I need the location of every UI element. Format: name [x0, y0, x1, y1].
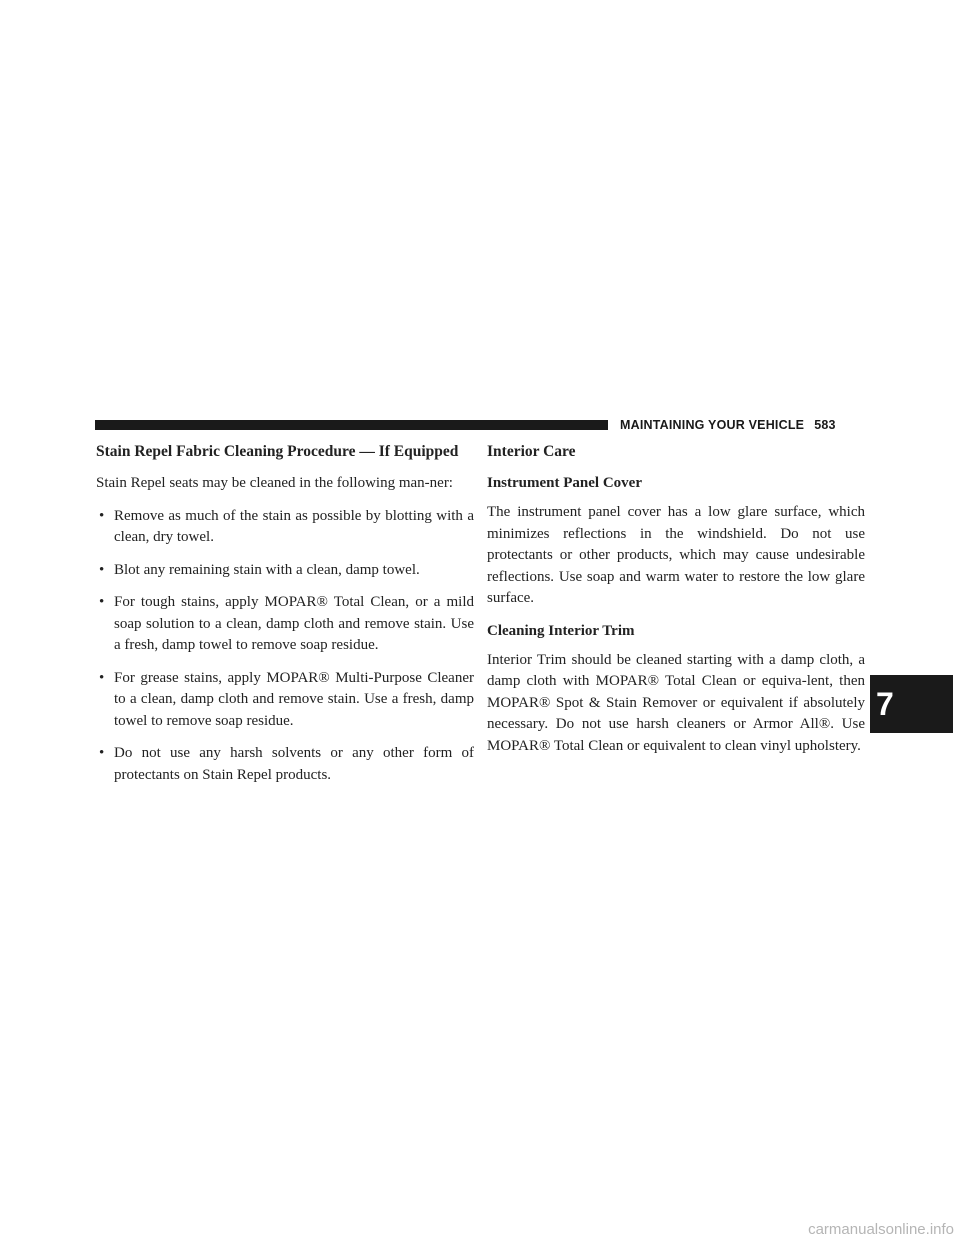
instrument-panel-heading: Instrument Panel Cover	[487, 475, 642, 491]
page-number: 583	[814, 418, 836, 432]
chapter-tab: 7	[870, 675, 953, 733]
bullet-icon: •	[99, 594, 105, 610]
running-header	[620, 418, 865, 432]
stain-repel-steps	[96, 506, 474, 787]
instrument-panel-body: The instrument panel cover has a low glare surface, which minimizes reflections in the windshield. Do not use protectants or other products, which may cause undesirable reflections. Use soap and warm water to restore the low glare surface.	[487, 504, 865, 606]
left-column	[96, 442, 474, 797]
interior-trim-body: Interior Trim should be cleaned starting with a damp cloth, a damp cloth with MOPAR® Total Clean or equiva-lent, then MOPAR® Spot & Stain Remover or equivalent if absolutely necessary. Do not use harsh cleaners or Armor All®. Use MOPAR® Total Clean or equivalent to clean vinyl upholstery.	[487, 651, 865, 754]
interior-care-heading: Interior Care	[487, 443, 576, 460]
section-title: MAINTAINING YOUR VEHICLE	[620, 418, 805, 432]
stain-repel-intro: Stain Repel seats may be cleaned in the following man-ner:	[96, 475, 453, 491]
right-column	[487, 442, 865, 768]
interior-trim-heading: Cleaning Interior Trim	[487, 622, 635, 639]
list-item: • For grease stains, apply MOPAR® Multi-Purpose Cleaner to a clean, damp cloth and remove stain. Use a fresh, damp towel to remove soap residue.	[99, 669, 474, 729]
list-item: • Remove as much of the stain as possible by blotting with a clean, dry towel.	[99, 507, 474, 545]
bullet-icon: •	[99, 745, 105, 761]
watermark: carmanualsonline.info	[808, 1221, 954, 1238]
bullet-icon: •	[99, 669, 105, 686]
bullet-icon: •	[99, 507, 105, 524]
bullet-icon: •	[99, 561, 105, 578]
list-item: • For tough stains, apply MOPAR® Total Clean, or a mild soap solution to a clean, damp cloth and remove stain. Use a fresh, damp towel to remove soap residue.	[99, 594, 474, 653]
stain-repel-heading: Stain Repel Fabric Cleaning Procedure — If Equipped	[96, 443, 459, 460]
list-item: • Blot any remaining stain with a clean, damp towel.	[96, 560, 474, 582]
header-rule	[95, 420, 608, 430]
list-item: • Do not use any harsh solvents or any other form of protectants on Stain Repel products.	[99, 745, 474, 783]
